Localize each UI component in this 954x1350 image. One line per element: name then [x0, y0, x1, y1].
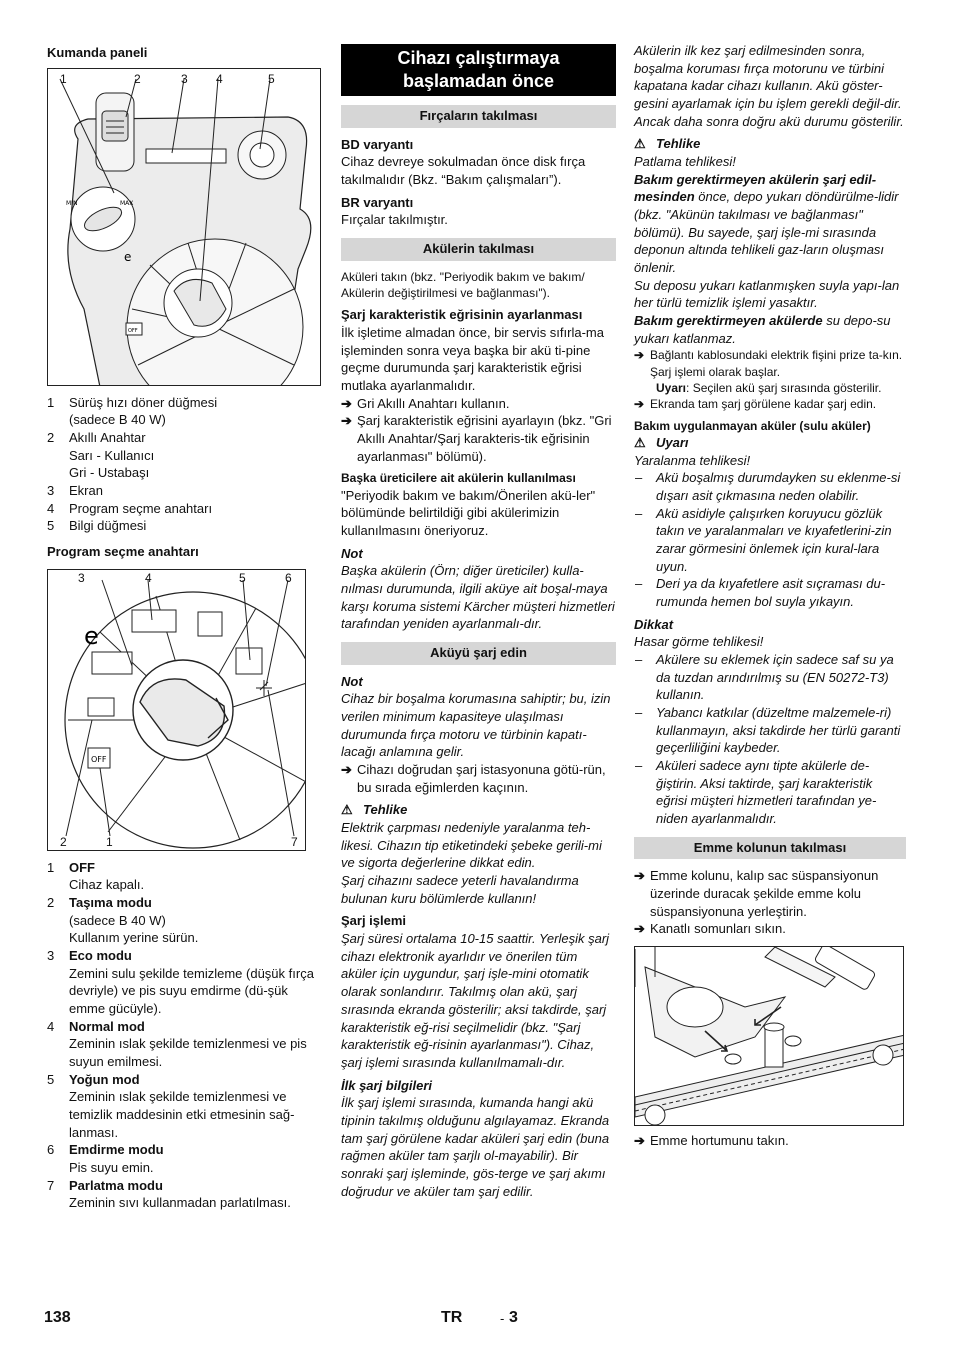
- danger-paragraph-3: Bakım gerektirmeyen akülerde su depo-su yukarı katlanmaz.: [634, 313, 891, 346]
- bd-text: Cihaz devreye sokulmadan önce disk fırça takılmalıdır (Bkz. “Bakım çalışmaları”).: [341, 154, 586, 188]
- plug-step: [634, 347, 906, 380]
- caution-item: – Yabancı katkılar (düzeltme malzemele-ri) kullanmayın, aksi takdirde her türlü garanti geçerliliğini kaybeder.: [635, 705, 901, 756]
- legend-text: Sürüş hızı döner düğmesi: [69, 394, 218, 410]
- danger-text-2: Şarj cihazını sadece yeterli havalandırma bulunan kuru bölümlerde kullanın!: [341, 873, 579, 906]
- danger-heading: ⚠ Tehlike: [341, 802, 408, 818]
- bd-heading: BD varyantı: [341, 136, 414, 152]
- callout-4: 4: [216, 71, 223, 86]
- legend-num: 6: [47, 1142, 55, 1158]
- arrow-icon: ➔: [341, 395, 352, 411]
- language-code: TR: [441, 1309, 463, 1326]
- eco-e-label: e: [124, 249, 132, 264]
- legend-num: 3: [47, 948, 55, 964]
- intro-text: Akülerin ilk kez şarj edilmesinden sonra, boşalma koruması fırça motorunu ve türbini kapatana kadar cihazı kullanın. Akü göster-gesini ayarlamak için bu işlem gerekli değil-dir. Ancak daha sonra doğru akü durumu gösterilir.: [634, 43, 904, 129]
- battery-text: Aküleri takın (bkz. "Periyodik bakım ve bakım/ Akülerin değiştirilmesi ve bağlanması").: [341, 269, 585, 301]
- callout-3: 3: [78, 570, 85, 585]
- warning-triangle-icon: ⚠: [634, 434, 646, 450]
- warning-item: – Akü asidiyle çalışırken koruyucu gözlük takın ve yaralanmaları ve kıyafetlerini-zin zarar görmesini önlemek için kural-lara uyun.: [635, 505, 892, 574]
- note2-heading: Not: [341, 673, 363, 689]
- off-label: OFF: [91, 754, 107, 764]
- arrow-icon: ➔: [634, 348, 645, 363]
- section-page-number: 3: [509, 1309, 518, 1326]
- program-selector-figure: [47, 569, 306, 851]
- br-text: Fırçalar takılmıştır.: [341, 212, 448, 228]
- arrow-icon: ➔: [341, 762, 352, 778]
- mode-text: Zeminin ıslak şekilde temizlenmesi ve pis suyun emilmesi.: [69, 1036, 307, 1070]
- squeegee-figure: [634, 946, 904, 1126]
- legend-num: 7: [47, 1177, 55, 1193]
- column-middle: [341, 42, 616, 1200]
- other-text: "Periyodik bakım ve bakım/Önerilen akü-ler" bölümünde belirtildiği gibi akülerimizin kullanılmasını öneriyoruz.: [341, 487, 596, 539]
- program-selector-drawing: [48, 570, 306, 851]
- callout-1: 1: [106, 834, 113, 849]
- battery-bar: Akülerin takılması: [341, 238, 616, 261]
- arrow-icon: ➔: [634, 921, 645, 937]
- procedure-text: Şarj süresi ortalama 10-15 saattir. Yerleşik şarj cihazı elektronik ayarlıdır ve önerilen tüm aküler için uygundur, şarj işle-mini otomatik olarak sonlandırır. Takılmış olan akü, şarj sırasında ekranda gösterilir; aksi takdirde, şarj karakteristik eğ-risi seçilmelidir (bkz. "Şarj karakteristik eğ-risinin ayarlanması"). Cihaz, şarj işlemi sırasında kullanılmamalı-dır.: [341, 931, 610, 1070]
- column-left: [47, 42, 322, 1212]
- section-title: Cihazı çalıştırmaya başlamadan önce: [341, 44, 616, 96]
- danger-text: Elektrik çarpması nedeniyle yaralanma teh-likesi. Cihazın tip etiketindeki şebeke gerili-mi ve sigorta değerlerine dikkat edin.: [341, 820, 602, 871]
- warning-triangle-icon: ⚠: [634, 136, 646, 152]
- callout-2: 2: [134, 71, 141, 86]
- other-heading: Başka üreticilere ait akülerin kullanılması: [341, 471, 576, 486]
- procedure-heading: Şarj işlemi: [341, 913, 407, 929]
- callout-4: 4: [145, 570, 152, 585]
- brush-bar: Fırçaların takılması: [341, 105, 616, 128]
- mode-name: Taşıma modu: [69, 895, 152, 911]
- legend-text: Gri - Ustabaşı: [69, 465, 150, 481]
- curve-text: İlk işletime almadan önce, bir servis sıfırla-ma işleminden sonra veya başka bir akü ti-pine geçme durumunda şarj karakteristik eğrisi mutlaka ayarlanmalıdır.: [341, 325, 604, 394]
- mode-text: Zeminin ıslak şekilde temizlenmesi ve temizlik maddesinin etki etmesinin sağ-lanması.: [69, 1089, 295, 1140]
- mode-name: Yoğun mod: [69, 1071, 140, 1087]
- legend-num: 1: [47, 394, 55, 410]
- squeegee-drawing: [635, 947, 904, 1126]
- callout-3: 3: [181, 71, 188, 86]
- legend-text: Ekran: [69, 483, 103, 499]
- legend-num: 4: [47, 500, 55, 516]
- hose-step: [634, 1132, 906, 1150]
- curve-step: [341, 412, 616, 465]
- danger-paragraph-1: Bakım gerektirmeyen akülerin şarj edil-mesinden önce, depo yukarı döndürülme-lidir (bkz. "Akünün takılması ve bağlanması" bölümü). Bu sayede, şarj işle-mi sırasında deponun altında tehlikeli gaz-ların oluşması önlenir.: [634, 171, 899, 276]
- squeegee-bar: Emme kolunun takılması: [634, 837, 906, 860]
- legend-num: [47, 447, 69, 465]
- mode-text: (sadece B 40 W): [69, 912, 166, 928]
- mode-text: Zeminin sıvı kullanmadan parlatılması.: [69, 1195, 291, 1211]
- control-panel-drawing: [48, 69, 321, 386]
- step-text: Ekranda tam şarj görülene kadar şarj edin.: [650, 397, 877, 412]
- step-text: Kanatlı somunları sıkın.: [650, 921, 786, 937]
- column-right: [634, 42, 906, 1150]
- mode-name: Eco modu: [69, 948, 132, 964]
- step-text: Bağlantı kablosundaki elektrik fişini prize ta-kın. Şarj işlemi olarak başlar.: [650, 348, 903, 379]
- mode-name: Parlatma modu: [69, 1177, 163, 1193]
- legend-num: 5: [47, 518, 55, 534]
- step-text: Emme kolunu, kalıp sac süspansiyonun üzerinde duracak şekilde emme kolu süspansiyonuna yerleştirin.: [650, 868, 879, 919]
- note-text: Başka akülerin (Örn; diğer üreticiler) kulla-nılması durumunda, ilgili aküye ait boşal-maya karşı koruma sistemi Kärcher müşteri hizmetleri tarafından yeniden ayarlanmalı-dır.: [341, 563, 615, 632]
- callout-7: 7: [291, 834, 298, 849]
- note2-text: Cihaz bir boşalma korumasına sahiptir; bu, izin verilen minimum kapasiteye ulaşılması durumunda fırça motoru ve türbinin kapatı-lacağı anlamına gelir.: [341, 691, 611, 760]
- mode-text: Pis suyu emin.: [69, 1160, 154, 1176]
- full-charge-step: [634, 396, 906, 412]
- step-text: Şarj karakteristik eğrisini ayarlayın (bkz. "Gri Akıllı Anahtar/Şarj karakteris-tik eğrisinin ayarlanması" bölümü).: [357, 413, 612, 464]
- legend-text: (sadece B 40 W): [69, 412, 166, 428]
- legend-num: 2: [47, 895, 55, 911]
- legend-num: 2: [47, 430, 55, 446]
- squeegee-step: [634, 920, 906, 938]
- min-label: MIN: [66, 199, 78, 207]
- warning-item: – Akü boşalmış durumdayken su eklenme-si dışarı asit çıkmasına neden olabilir.: [635, 470, 901, 503]
- danger-heading: ⚠ Tehlike: [634, 136, 701, 152]
- legend-text: Program seçme anahtarı: [69, 500, 213, 516]
- arrow-icon: ➔: [634, 397, 645, 412]
- wet-battery-heading: Bakım uygulanmayan aküler (sulu aküler): [634, 418, 871, 433]
- caution-item: – Aküleri sadece aynı tipte akülerle de-ğiştirin. Aksi taktirde, şarj karakteristik eğrisi müşteri hizmetleri tarafından ye-niden ayarlanmalıdır.: [635, 758, 877, 827]
- legend-num: [47, 464, 69, 482]
- warning-sub: Yaralanma tehlikesi!: [634, 452, 751, 468]
- mode-name: Emdirme modu: [69, 1142, 164, 1158]
- legend-text: Akıllı Anahtar: [69, 430, 146, 446]
- mode-name: OFF: [69, 859, 95, 875]
- danger-paragraph-2: Su deposu yukarı katlanmışken suyla yapı-lan her türlü temizlik işlemi yasaktır.: [634, 277, 900, 311]
- step-text: Gri Akıllı Anahtarı kullanın.: [357, 395, 510, 411]
- first-charge-heading: İlk şarj bilgileri: [341, 1077, 433, 1093]
- curve-step: [341, 395, 616, 413]
- page-number: 138: [44, 1309, 71, 1326]
- arrow-icon: ➔: [634, 1133, 645, 1149]
- callout-2: 2: [60, 834, 67, 849]
- mode-text: Kullanım yerine sürün.: [69, 930, 199, 946]
- first-charge-text: İlk şarj işlemi sırasında, kumanda hangi akü tipinin takılmış olduğunu algılayamaz. Ekranda tam şarj görülene kadar aküleri şarj edin (buna rağmen aküler tam şarjlı ol-mayabilir). Bir sonraki şarj işleminde, gös-terge ve şarj akımı doğrudur ve aküler tam şarj edilir.: [341, 1095, 610, 1199]
- mode-name: Normal mod: [69, 1018, 145, 1034]
- eco-e-symbol: e: [84, 621, 99, 650]
- note-heading: Not: [341, 545, 363, 561]
- off-mini-label: OFF: [128, 327, 138, 334]
- callout-5: 5: [268, 71, 275, 86]
- step-text: Cihazı doğrudan şarj istasyonuna götü-rün, bu sırada eğimlerden kaçının.: [357, 762, 606, 795]
- control-panel-figure: [47, 68, 321, 386]
- step-text: Emme hortumunu takın.: [650, 1133, 789, 1149]
- selector-heading: Program seçme anahtarı: [47, 544, 199, 560]
- plug-note: Uyarı: Seçilen akü şarj sırasında gösterilir.: [656, 381, 882, 396]
- mode-text: Zemini sulu şekilde temizleme (düşük fırça devriyle) ve pis suyu emdirme (dü-şük emme gücüyle).: [69, 965, 314, 1017]
- legend-text: Bilgi düğmesi: [69, 518, 147, 534]
- footer-separator: -: [500, 1311, 505, 1326]
- legend-num: 4: [47, 1018, 55, 1034]
- legend-text: Sarı - Kullanıcı: [69, 447, 155, 463]
- max-label: MAX: [120, 199, 134, 207]
- caution-sub: Hasar görme tehlikesi!: [634, 634, 764, 650]
- callout-6: 6: [285, 570, 292, 585]
- control-panel-heading: Kumanda paneli: [47, 45, 148, 60]
- callout-5: 5: [239, 570, 246, 585]
- legend-control-panel: [47, 394, 322, 535]
- warning-heading: ⚠ Uyarı: [634, 434, 689, 450]
- legend-num: 1: [47, 859, 55, 875]
- caution-heading: Dikkat: [634, 616, 674, 632]
- mode-text: Cihaz kapalı.: [69, 877, 145, 893]
- arrow-icon: ➔: [634, 868, 645, 884]
- legend-num: [47, 411, 69, 429]
- danger-sub: Patlama tehlikesi!: [634, 154, 736, 170]
- curve-heading: Şarj karakteristik eğrisinin ayarlanması: [341, 307, 583, 323]
- br-heading: BR varyantı: [341, 194, 414, 210]
- legend-program-selector: [47, 859, 322, 1212]
- arrow-icon: ➔: [341, 413, 352, 429]
- squeegee-step: [634, 867, 906, 920]
- warning-triangle-icon: ⚠: [341, 802, 353, 818]
- charge-bar: Aküyü şarj edin: [341, 642, 616, 665]
- legend-num: 5: [47, 1071, 55, 1087]
- callout-1: 1: [60, 71, 67, 86]
- legend-num: 3: [47, 483, 55, 499]
- warning-item: – Deri ya da kıyafetlere asit sıçraması du-rumunda hemen bol suyla yıkayın.: [635, 576, 886, 610]
- caution-item: – Akülere su eklemek için sadece saf su ya da tuzdan arındırılmış su (EN 50272-T3) kullanın.: [635, 652, 894, 703]
- charge-step: [341, 761, 616, 796]
